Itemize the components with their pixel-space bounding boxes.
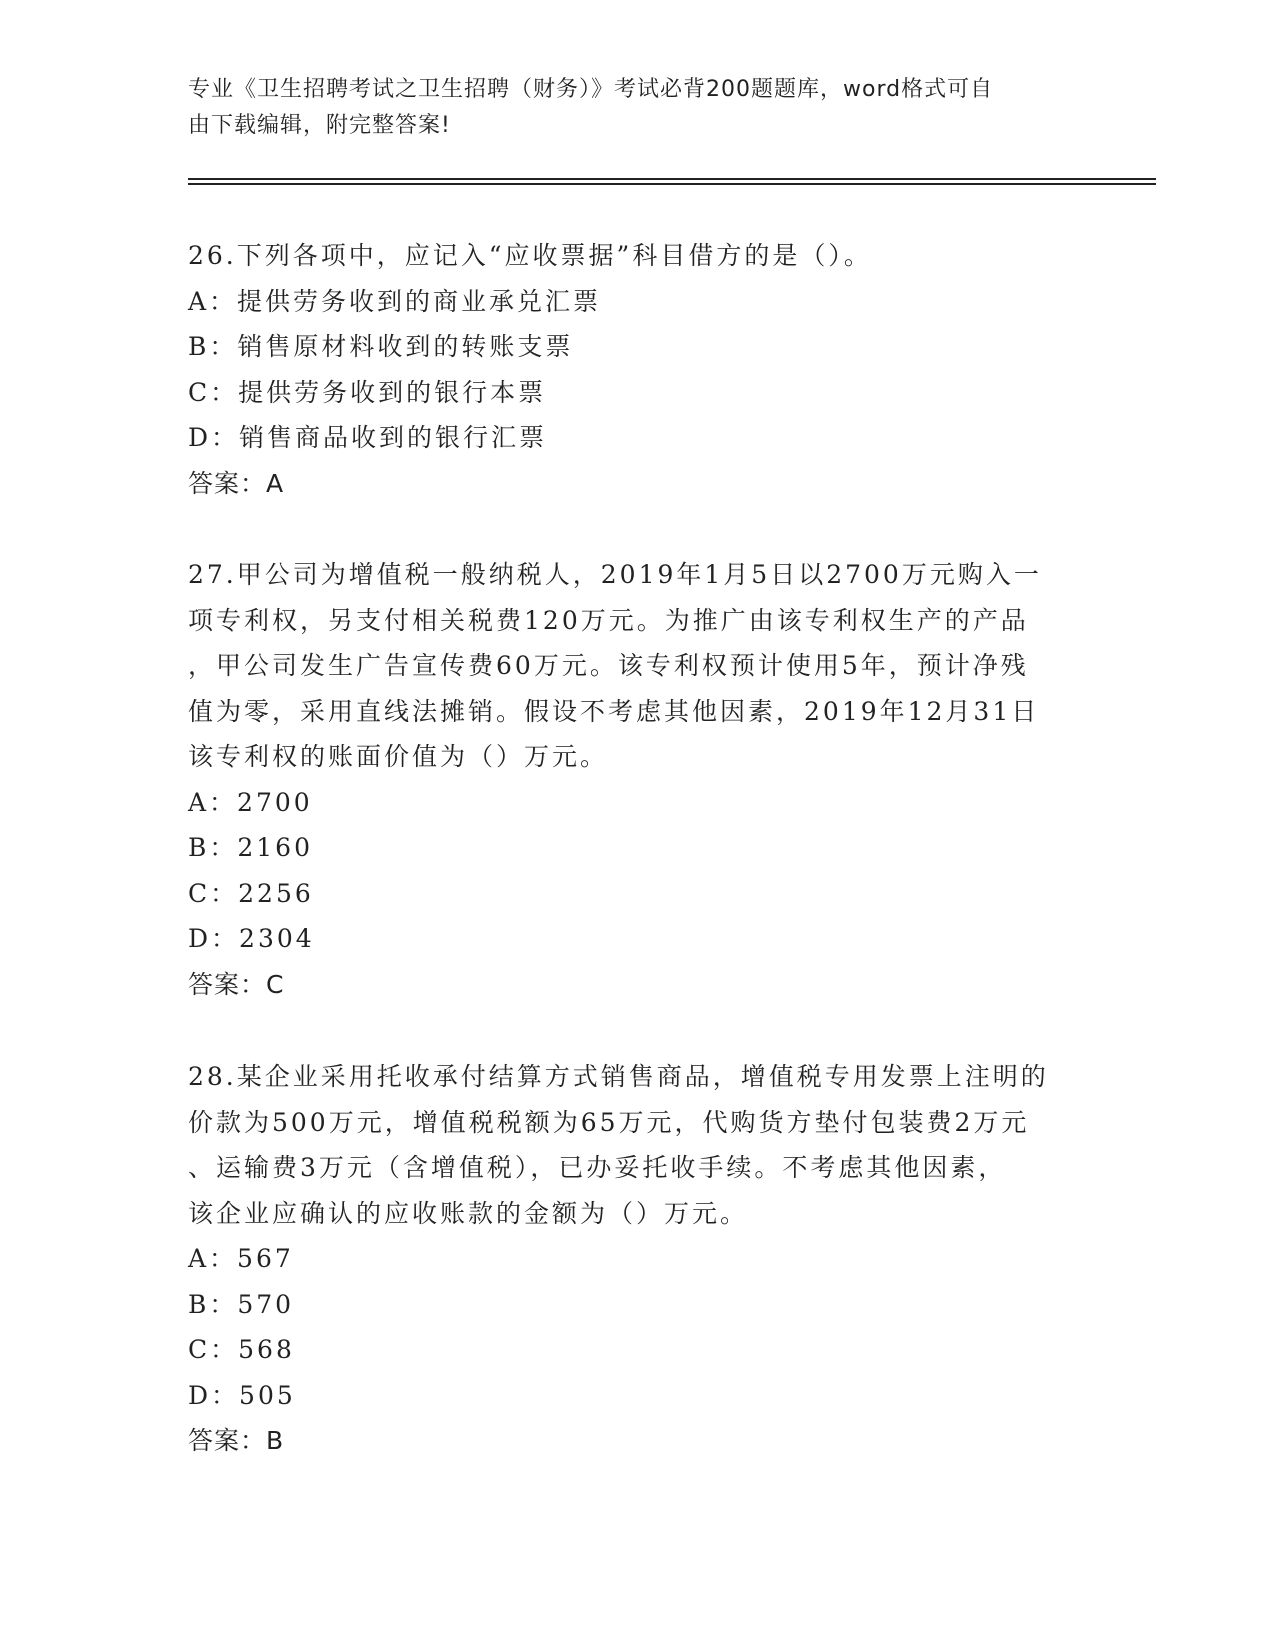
answer: 答案：A [188, 468, 285, 498]
option-b: B：570 [188, 1289, 295, 1319]
option-c: C：568 [188, 1335, 295, 1364]
option-d: D：505 [188, 1380, 296, 1410]
option-b: B：2160 [188, 833, 313, 862]
question-28 [188, 1054, 1088, 1464]
answer: 答案：B [188, 1426, 285, 1455]
option-a: A：567 [188, 1244, 294, 1273]
option-c: C：2256 [188, 878, 314, 908]
option-d: D：销售商品收到的银行汇票 [188, 423, 548, 452]
header-divider-bottom [188, 183, 1156, 185]
document-header [188, 72, 1068, 144]
question-stem-line-3: 、运输费3万元（含增值税），已办妥托收手续。不考虑其他因素， [188, 1153, 1007, 1182]
option-d: D：2304 [188, 924, 315, 953]
question-stem-line-2: 价款为500万元，增值税税额为65万元，代购货方垫付包装费2万元 [188, 1107, 1030, 1137]
option-b: B：销售原材料收到的转账支票 [188, 332, 574, 361]
header-title-line-2: 由下载编辑，附完整答案! [188, 113, 451, 138]
header-title-line-1: 专业《卫生招聘考试之卫生招聘（财务）》考试必背200题题库，word格式可自 [188, 77, 994, 102]
option-a: A：提供劳务收到的商业承兑汇票 [188, 286, 602, 316]
question-stem: 26.下列各项中，应记入“应收票据”科目借方的是（）。 [188, 241, 872, 270]
question-stem-line-3: ，甲公司发生广告宣传费60万元。该专利权预计使用5年，预计净残 [188, 651, 1029, 680]
question-stem-line-4: 值为零，采用直线法摊销。假设不考虑其他因素，2019年12月31日 [188, 696, 1040, 726]
question-27 [188, 552, 1088, 1007]
header-divider-top [188, 178, 1156, 180]
question-stem-line-4: 该企业应确认的应收账款的金额为（）万元。 [188, 1198, 749, 1228]
question-26 [188, 233, 1088, 506]
question-stem-line-1: 28.某企业采用托收承付结算方式销售商品，增值税专用发票上注明的 [188, 1062, 1049, 1091]
question-stem-line-1: 27.甲公司为增值税一般纳税人，2019年1月5日以2700万元购入一 [188, 560, 1042, 589]
answer: 答案：C [188, 969, 285, 999]
question-stem-line-5: 该专利权的账面价值为（）万元。 [188, 742, 609, 771]
question-stem-line-2: 项专利权，另支付相关税费120万元。为推广由该专利权生产的产品 [188, 605, 1029, 635]
option-a: A：2700 [188, 787, 313, 817]
option-c: C：提供劳务收到的银行本票 [188, 377, 547, 407]
